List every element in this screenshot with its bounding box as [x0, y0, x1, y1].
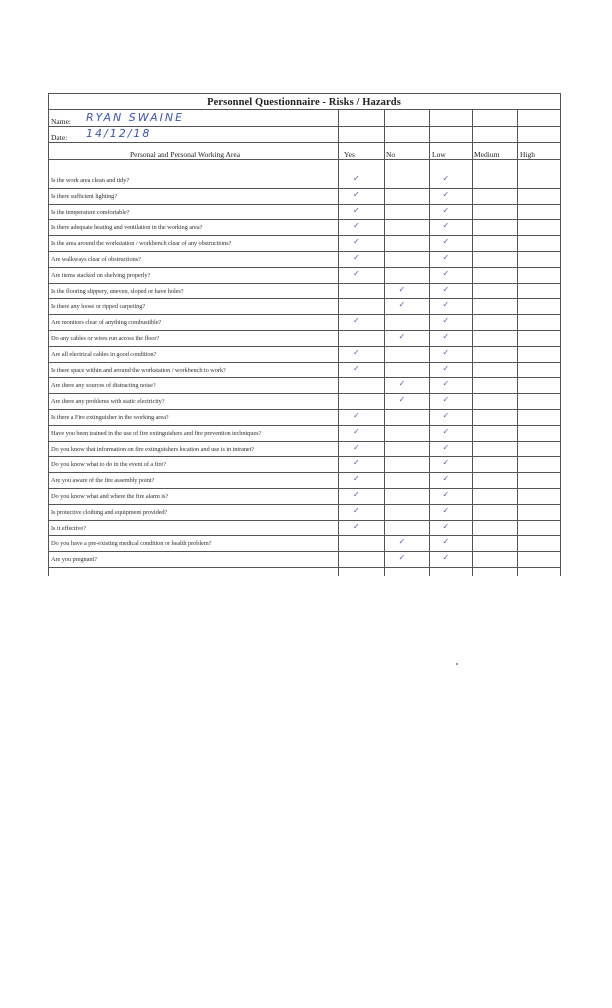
question-text: Are all electrical cables in good condition? [51, 350, 157, 358]
check-mark-no[interactable]: ✓ [398, 395, 406, 405]
table-right-border [560, 93, 561, 576]
question-text: Are you pregnant? [51, 556, 97, 564]
check-mark-yes[interactable]: ✓ [353, 442, 360, 452]
check-mark-low[interactable]: ✓ [442, 442, 450, 452]
check-mark-low[interactable]: ✓ [442, 505, 450, 515]
question-text: Is the flooring slippery, uneven, sloped or have holes? [51, 287, 184, 295]
row-divider [48, 551, 560, 552]
column-divider [384, 109, 385, 576]
column-header-medium: Medium [474, 150, 500, 159]
check-mark-low[interactable]: ✓ [442, 426, 450, 436]
check-mark-no[interactable]: ✓ [398, 300, 406, 310]
check-mark-no[interactable]: ✓ [398, 553, 406, 563]
question-text: Are items stacked on shelving properly? [51, 271, 151, 279]
check-mark-low[interactable]: ✓ [442, 300, 450, 310]
row-divider [48, 535, 560, 536]
question-text: Is it effective? [51, 524, 86, 532]
row-divider [48, 188, 560, 189]
check-mark-no[interactable]: ✓ [398, 379, 406, 389]
check-mark-yes[interactable]: ✓ [353, 268, 360, 278]
question-text: Have you been trained in the use of fire extinguishers and fire prevention techniques? [51, 429, 262, 437]
check-mark-low[interactable]: ✓ [442, 174, 450, 183]
check-mark-yes[interactable]: ✓ [353, 221, 360, 231]
check-mark-no[interactable]: ✓ [398, 284, 406, 294]
check-mark-low[interactable]: ✓ [442, 411, 450, 420]
row-divider [48, 346, 560, 347]
check-mark-yes[interactable]: ✓ [353, 505, 360, 515]
check-mark-yes[interactable]: ✓ [353, 458, 360, 468]
check-mark-low[interactable]: ✓ [442, 474, 450, 484]
row-divider [48, 204, 560, 205]
date-value[interactable]: 14/12/18 [86, 127, 152, 140]
check-mark-yes[interactable]: ✓ [353, 205, 360, 215]
check-mark-low[interactable]: ✓ [442, 332, 450, 341]
column-divider [472, 109, 473, 576]
row-divider [48, 314, 560, 315]
question-text: Do any cables or wires run across the floor? [51, 335, 160, 342]
row-divider [48, 283, 560, 284]
row-divider [48, 504, 560, 505]
column-header-no: No [386, 150, 396, 159]
column-divider [517, 109, 518, 576]
check-mark-yes[interactable]: ✓ [353, 363, 360, 373]
name-divider [48, 126, 560, 127]
row-divider [48, 472, 560, 473]
check-mark-no[interactable]: ✓ [398, 332, 406, 341]
question-text: Are you aware of the fire assembly point? [51, 477, 155, 485]
check-mark-yes[interactable]: ✓ [353, 521, 360, 531]
check-mark-low[interactable]: ✓ [442, 458, 450, 468]
question-text: Are walkways clear of obstructions? [51, 256, 141, 263]
row-divider [48, 298, 560, 299]
check-mark-low[interactable]: ✓ [442, 237, 450, 247]
question-text: Is the temperature comfortable? [51, 208, 130, 216]
question-text: Is protective clothing and equipment provided? [51, 508, 168, 516]
table-top-border [48, 93, 560, 94]
row-divider [48, 235, 560, 236]
question-text: Is there adequate heating and ventilation in the working area? [51, 224, 203, 232]
questionnaire-form [48, 93, 560, 576]
column-divider [429, 109, 430, 576]
check-mark-yes[interactable]: ✓ [353, 426, 360, 436]
question-text: Do you know what to do in the event of a fire? [51, 461, 166, 469]
question-text: Do you know what and where the fire alarm is? [51, 493, 169, 500]
speck [456, 663, 458, 665]
check-mark-low[interactable]: ✓ [442, 205, 450, 215]
question-text: Do you know that information on fire extinguishers location and use is in intranet? [51, 445, 255, 453]
row-divider [48, 330, 560, 331]
date-divider [48, 142, 560, 143]
check-mark-low[interactable]: ✓ [442, 363, 450, 373]
row-divider [48, 377, 560, 378]
check-mark-low[interactable]: ✓ [442, 490, 450, 499]
check-mark-low[interactable]: ✓ [442, 253, 450, 262]
row-divider [48, 251, 560, 252]
question-text: Are monitors clear of anything combustible? [51, 319, 162, 327]
check-mark-low[interactable]: ✓ [442, 316, 450, 326]
check-mark-low[interactable]: ✓ [442, 553, 450, 563]
question-text: Is the area around the workstation / workbench clear of any obstructions? [51, 240, 232, 248]
check-mark-yes[interactable]: ✓ [353, 474, 360, 484]
date-label: Date: [51, 133, 68, 142]
title-divider [48, 109, 560, 110]
question-text: Are there any problems with static electricity? [51, 398, 165, 406]
row-divider [48, 456, 560, 457]
name-label: Name: [51, 117, 71, 126]
check-mark-low[interactable]: ✓ [442, 521, 450, 531]
column-header-yes: Yes [344, 150, 355, 159]
column-divider [338, 109, 339, 576]
check-mark-yes[interactable]: ✓ [353, 189, 360, 199]
name-value[interactable]: RYAN SWAINE [86, 111, 185, 124]
question-text: Is there space within and around the workstation / workbench to work? [51, 366, 226, 374]
column-header-low: Low [432, 150, 446, 159]
row-divider [48, 393, 560, 394]
check-mark-low[interactable]: ✓ [442, 221, 450, 231]
row-divider [48, 219, 560, 220]
row-divider [48, 362, 560, 363]
row-divider [48, 425, 560, 426]
column-header-high: High [520, 150, 535, 159]
check-mark-low[interactable]: ✓ [442, 189, 450, 199]
check-mark-low[interactable]: ✓ [442, 379, 450, 389]
area-header: Personal and Personal Working Area [130, 150, 241, 159]
check-mark-yes[interactable]: ✓ [353, 316, 360, 326]
row-divider [48, 520, 560, 521]
row-divider [48, 567, 560, 568]
check-mark-yes[interactable]: ✓ [353, 490, 360, 499]
row-divider [48, 409, 560, 410]
check-mark-yes[interactable]: ✓ [353, 237, 360, 247]
header-divider [48, 159, 560, 160]
check-mark-low[interactable]: ✓ [442, 268, 450, 278]
check-mark-yes[interactable]: ✓ [353, 174, 360, 183]
check-mark-low[interactable]: ✓ [442, 284, 450, 294]
row-divider [48, 488, 560, 489]
check-mark-low[interactable]: ✓ [442, 347, 450, 357]
check-mark-yes[interactable]: ✓ [353, 253, 360, 262]
question-text: Do you have a pre-existing medical condition or health problem? [51, 540, 212, 548]
check-mark-low[interactable]: ✓ [442, 395, 450, 405]
check-mark-yes[interactable]: ✓ [353, 347, 360, 357]
question-text: Is there sufficient lighting? [51, 192, 118, 200]
row-divider [48, 267, 560, 268]
question-text: Is there any loose or ripped carpeting? [51, 303, 146, 311]
question-text: Is there a Fire extinguisher in the working area? [51, 414, 169, 421]
form-title: Personnel Questionnaire - Risks / Hazards [207, 97, 401, 108]
check-mark-low[interactable]: ✓ [442, 537, 450, 547]
row-divider [48, 441, 560, 442]
question-text: Is the work area clean and tidy? [51, 177, 130, 184]
check-mark-no[interactable]: ✓ [398, 537, 406, 547]
check-mark-yes[interactable]: ✓ [353, 411, 360, 420]
question-text: Are there any sources of distracting noise? [51, 382, 156, 390]
